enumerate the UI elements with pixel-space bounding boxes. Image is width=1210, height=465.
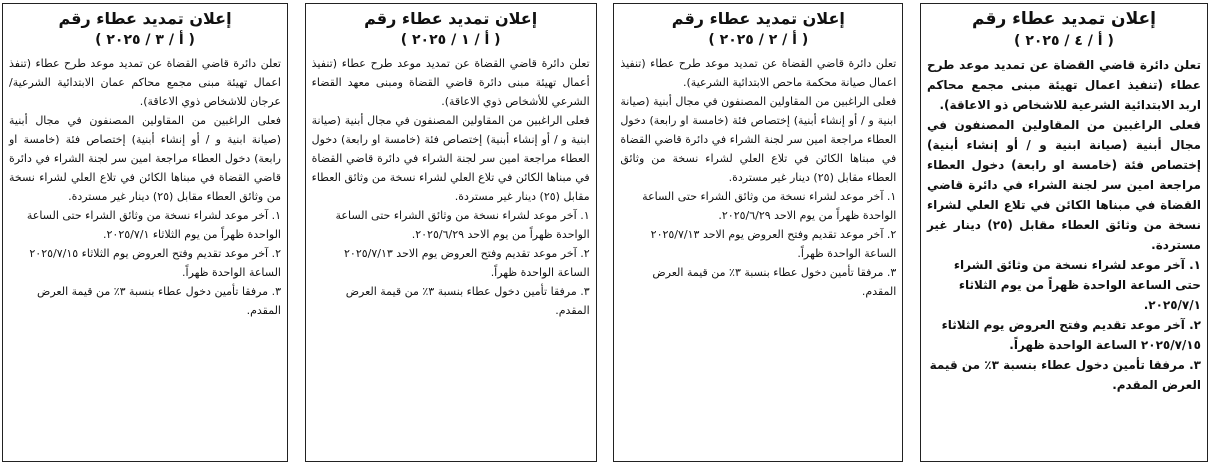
ad-item-1: ١. آخر موعد لشراء نسخة من وثائق الشراء حتى الساعة الواحدة ظهراً من يوم الاحد ٢٠٢٥/٦/٢٩.: [642, 190, 897, 222]
tender-number: ( أ / ٣ / ٢٠٢٥ ): [95, 32, 195, 48]
ad-intro: تعلن دائرة قاضي القضاة عن تمديد موعد طرح عطاء (تنفيذ أعمال تهيئة مبنى دائرة قاضي القضاة ومبنى معهد القضاء الشرعي للأشخاص ذوي الاعاقة).: [311, 57, 590, 108]
ad-body: فعلى الراغبين من المقاولين المصنفون في مجال أبنية (صيانة ابنية و / أو إنشاء أبنية) إختصاص فئة (خامسة او رابعة) دخول العطاء مراجعة امين سر لجنة الشراء في دائرة قاضي القضاة في مبناها الكائن في تلاع العلي لشراء نسخة من وثائق العطاء مقابل (٢٥) دينار غير مستردة.: [311, 114, 590, 203]
tender-number: ( أ / ١ / ٢٠٢٥ ): [400, 32, 501, 48]
ad-item-3: ٣. مرفقا تأمين دخول عطاء بنسبة ٣٪ من قيمة العرض المقدم.: [929, 358, 1201, 392]
tender-ad-a4: [920, 3, 1208, 462]
ad-item-2: ٢. آخر موعد تقديم وفتح العروض يوم الثلاثاء ٢٠٢٥/٧/١٥ الساعة الواحدة ظهراً.: [941, 318, 1201, 352]
ad-item-2: ٢. آخر موعد تقديم وفتح العروض يوم الاحد ٢٠٢٥/٧/١٣ الساعة الواحدة ظهراً.: [650, 228, 897, 260]
ad-item-3: ٣. مرفقا تأمين دخول عطاء بنسبة ٣٪ من قيمة العرض المقدم.: [37, 285, 281, 317]
ad-item-1: ١. آخر موعد لشراء نسخة من وثائق الشراء حتى الساعة الواحدة ظهراً من يوم الثلاثاء ٢٠٢٥/٧/١.: [26, 209, 281, 241]
ad-item-2: ٢. آخر موعد تقديم وفتح العروض يوم الاحد ٢٠٢٥/٧/١٣ الساعة الواحدة ظهراً.: [344, 247, 590, 279]
ad-item-1: ١. آخر موعد لشراء نسخة من وثائق الشراء حتى الساعة الواحدة ظهراً من يوم الثلاثاء ٢٠٢٥/٧/١.: [953, 258, 1201, 312]
ad-title: إعلان تمديد عطاء رقم: [671, 9, 845, 28]
tender-number: ( أ / ٢ / ٢٠٢٥ ): [708, 32, 809, 48]
ad-item-3: ٣. مرفقا تأمين دخول عطاء بنسبة ٣٪ من قيمة العرض المقدم.: [652, 266, 897, 298]
ad-body: فعلى الراغبين من المقاولين المصنفون في مجال أبنية (صيانة ابنية و / أو إنشاء أبنية) إختصاص فئة (خامسة او رابعة) دخول العطاء مراجعة امين سر لجنة الشراء في دائرة قاضي القضاة في مبناها الكائن في تلاع العلي لشراء نسخة من وثائق العطاء مقابل (٢٥) دينار غير مستردة.: [620, 95, 897, 184]
ad-body: فعلى الراغبين من المقاولين المصنفون في مجال أبنية (صيانة ابنية و / أو إنشاء أبنية) إختصاص فئة (خامسة او رابعة) دخول العطاء مراجعة امين سر لجنة الشراء في دائرة قاضي القضاة في مبناها الكائن في تلاع العلي لشراء نسخة من وثائق العطاء مقابل (٢٥) دينار غير مستردة.: [9, 114, 281, 203]
ad-title: إعلان تمديد عطاء رقم: [58, 9, 232, 28]
ad-body: فعلى الراغبين من المقاولين المصنفون في مجال أبنية (صيانة ابنية و / أو إنشاء أبنية) إختصاص فئة (خامسة او رابعة) دخول العطاء مراجعة امين سر لجنة الشراء في دائرة قاضي القضاة في مبناها الكائن في تلاع العلي لشراء نسخة من وثائق العطاء مقابل (٢٥) دينار غير مستردة.: [926, 118, 1201, 252]
tender-ad-a1: [305, 3, 597, 462]
tender-ad-a2: [613, 3, 903, 462]
ad-item-2: ٢. آخر موعد تقديم وفتح العروض يوم الثلاثاء ٢٠٢٥/٧/١٥ الساعة الواحدة ظهراً.: [29, 247, 281, 279]
ad-intro: تعلن دائرة قاضي القضاة عن تمديد موعد طرح عطاء (تنفيذ اعمال تهيئة مبنى مجمع محاكم اربد الابتدائية الشرعية للاشخاص ذو الاعاقة).: [926, 58, 1201, 112]
ad-title: إعلان تمديد عطاء رقم: [364, 9, 538, 28]
ad-intro: تعلن دائرة قاضي القضاة عن تمديد موعد طرح عطاء (تنفيذ اعمال صيانة محكمة ماحص الابتدائية الشرعية).: [620, 57, 897, 89]
ad-intro: تعلن دائرة قاضي القضاة عن تمديد موعد طرح عطاء (تنفذ اعمال تهيئة مبنى مجمع محاكم عمان الابتدائية الشرعية/عرجان للاشخاص ذوي الاعاقة).: [9, 57, 281, 108]
ad-item-1: ١. آخر موعد لشراء نسخة من وثائق الشراء حتى الساعة الواحدة ظهراً من يوم الاحد ٢٠٢٥/٦/٢٩.: [335, 209, 590, 241]
tender-ad-a3: [2, 3, 288, 462]
ad-title: إعلان تمديد عطاء رقم: [972, 9, 1156, 29]
tender-number: ( أ / ٤ / ٢٠٢٥ ): [1014, 33, 1114, 49]
ad-item-3: ٣. مرفقا تأمين دخول عطاء بنسبة ٣٪ من قيمة العرض المقدم.: [345, 285, 590, 317]
